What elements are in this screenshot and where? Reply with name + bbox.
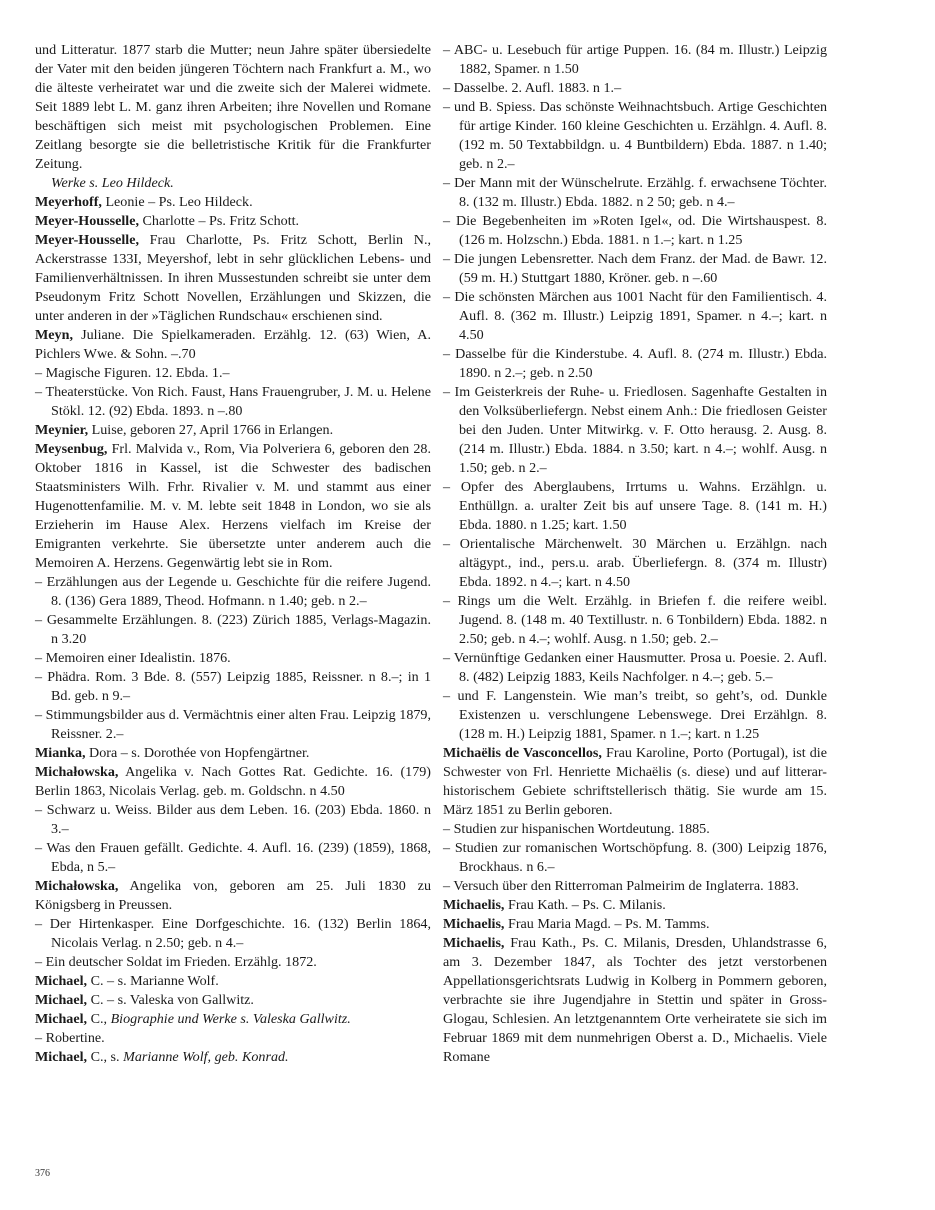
work-item: – Die Begebenheiten im »Roten Igel«, od. Die Wirtshauspest. 8. (126 m. Holzschn.) Ebda. 1881. n 1.–; kart. n 1.25 <box>443 213 827 248</box>
work-item: – Vernünftige Gedanken einer Hausmutter. Prosa u. Poesie. 2. Aufl. 8. (482) Leipzig 1883, Keils Nachfolger. n 4.–; geb. 5.– <box>443 650 827 685</box>
work-item: – Die jungen Lebensretter. Nach dem Franz. der Mad. de Bawr. 12. (59 m. H.) Stuttgart 1880, Kröner. geb. n –.60 <box>443 251 827 286</box>
work-item: – Im Geisterkreis der Ruhe- u. Friedlosen. Sagenhafte Gestalten in den Volksüberliefergn. Nebst einem Anh.: Die friedlosen Geister bei den Juden. Unter Mitwirkg. v. F. Otto herausg. 2. Ausg. 8. (214 m. Illustr.) Ebda. 1884. n 3.50; kart. n 4.–; wohlf. Ausg. n 1.50; geb. n 2.– <box>443 384 827 476</box>
work-item: – Schwarz u. Weiss. Bilder aus dem Leben. 16. (203) Ebda. 1860. n 3.– <box>35 802 431 837</box>
werke-reference: Werke s. Leo Hildeck. <box>51 175 174 191</box>
entry-meynier: Meynier, Luise, geboren 27, April 1766 in Erlangen. <box>35 422 334 438</box>
work-item: – und B. Spiess. Das schönste Weihnachtsbuch. Artige Geschichten für artige Kinder. 160 kleine Geschichten u. Erzählgn. 4. Aufl. 8. (192 m. 50 Textabbildgn. u. 4 Buntbildern) Ebda. 1887. n 1.40; geb. n 2.– <box>443 99 827 172</box>
entry-meyerhoff: Meyerhoff, Leonie – Ps. Leo Hildeck. <box>35 194 253 210</box>
right-column <box>443 41 827 1067</box>
work-item: – Theaterstücke. Von Rich. Faust, Hans Frauengruber, J. M. u. Helene Stökl. 12. (92) Ebda. 1893. n –.80 <box>35 384 431 419</box>
page-number: 376 <box>35 1168 50 1179</box>
entry-michalowska-1: Michałowska, Angelika v. Nach Gottes Rat. Gedichte. 16. (179) Berlin 1863, Nicolais Verlag. geb. m. Goldschn. n 4.50 <box>35 764 431 799</box>
work-item: – Versuch über den Ritterroman Palmeirim de Inglaterra. 1883. <box>443 878 799 894</box>
entry-michael-1: Michael, C. – s. Marianne Wolf. <box>35 973 219 989</box>
entry-meyer-housselle-ps: Meyer-Housselle, Charlotte – Ps. Fritz Schott. <box>35 213 300 229</box>
work-item: – Dasselbe für die Kinderstube. 4. Aufl. 8. (274 m. Illustr.) Ebda. 1890. n 2.–; geb. n 2.50 <box>443 346 827 381</box>
work-item: – und F. Langenstein. Wie man’s treibt, so geht’s, od. Dunkle Existenzen u. verschlungene Lebenswege. Drei Erzählgn. 8. (128 m. H.) Leipzig 1881, Spamer. n 1.–; kart. n 1.25 <box>443 688 827 742</box>
work-item: – Was den Frauen gefällt. Gedichte. 4. Aufl. 16. (239) (1859), 1868, Ebda, n 5.– <box>35 840 431 875</box>
work-item: – Studien zur hispanischen Wortdeutung. 1885. <box>443 821 710 837</box>
work-item: – ABC- u. Lesebuch für artige Puppen. 16. (84 m. Illustr.) Leipzig 1882, Spamer. n 1.50 <box>443 42 827 77</box>
work-item: – Memoiren einer Idealistin. 1876. <box>35 650 231 666</box>
entry-meyer-housselle: Meyer-Housselle, Frau Charlotte, Ps. Fritz Schott, Berlin N., Ackerstrasse 133I, Meyershof, lebt in sehr glücklichen Lebens- und Familienverhältnissen. In ihren Mussestunden schreibt sie unter dem Pseudonym Fritz Schott Novellen, Erzählungen und Skizzen, die unter anderen in der »Täglichen Rundschau« erschienen sind. <box>35 232 431 324</box>
work-item: – Magische Figuren. 12. Ebda. 1.– <box>35 365 230 381</box>
work-item: – Die schönsten Märchen aus 1001 Nacht für den Familientisch. 4. Aufl. 8. (362 m. Illustr.) Leipzig 1891, Spamer. n 4.–; kart. n 4.50 <box>443 289 827 343</box>
entry-meysenbug: Meysenbug, Frl. Malvida v., Rom, Via Polveriera 6, geboren den 28. Oktober 1816 in Kassel, ist die Schwester des badischen Staatsministers Wilh. Frhr. Rivalier v. M. und stammt aus einer Hugenottenfamilie. M. v. M. lebte seit 1848 in London, wo sie als Erzieherin im Hause Alex. Herzens vielfach im Kreise der Emigranten verkehrte. Sie übersetzte unter anderem auch die Memoiren A. Herzens. Gegenwärtig lebt sie in Rom. <box>35 441 431 571</box>
entry-michaelis-3: Michaelis, Frau Kath., Ps. C. Milanis, Dresden, Uhlandstrasse 6, am 3. Dezember 1847, als Tochter des jetzt verstorbenen Appellationsgerichtsrats Ludwig in Kolberg in Pommern geboren, verbrachte sie ihre Jugendjahre in Stettin und später in Gross-Glogau, Schlesien. An letztgenanntem Orte verheiratete sie sich im Februar 1869 mit dem nunmehrigen Oberst a. D., Michaelis. Viele Romane <box>443 935 827 1065</box>
work-item: – Robertine. <box>35 1030 105 1046</box>
entry-michael-2: Michael, C. – s. Valeska von Gallwitz. <box>35 992 254 1008</box>
entry-michael-3: Michael, C., Biographie und Werke s. Valeska Gallwitz. <box>35 1011 351 1027</box>
work-item: – Gesammelte Erzählungen. 8. (223) Zürich 1885, Verlags-Magazin. n 3.20 <box>35 612 431 647</box>
work-item: – Stimmungsbilder aus d. Vermächtnis einer alten Frau. Leipzig 1879, Reissner. 2.– <box>35 707 431 742</box>
entry-michaelis-de-vasconcellos: Michaëlis de Vasconcellos, Frau Karoline, Porto (Portugal), ist die Schwester von Frl. Henriette Michaëlis (s. diese) und auf litterar-historischem Gebiete schriftstellerisch thätig. Sie wurde am 15. März 1851 zu Berlin geboren. <box>443 745 827 818</box>
entry-michaelis-2: Michaelis, Frau Maria Magd. – Ps. M. Tamms. <box>443 916 710 932</box>
work-item: – Phädra. Rom. 3 Bde. 8. (557) Leipzig 1885, Reissner. n 8.–; in 1 Bd. geb. n 9.– <box>35 669 431 704</box>
work-item: – Erzählungen aus der Legende u. Geschichte für die reifere Jugend. 8. (136) Gera 1889, Theod. Hofmann. n 1.40; geb. n 2.– <box>35 574 431 609</box>
entry-michalowska-2: Michałowska, Angelika von, geboren am 25. Juli 1830 zu Königsberg in Preussen. <box>35 878 431 913</box>
work-item: – Studien zur romanischen Wortschöpfung. 8. (300) Leipzig 1876, Brockhaus. n 6.– <box>443 840 827 875</box>
work-item: – Der Mann mit der Wünschelrute. Erzählg. f. erwachsene Töchter. 8. (132 m. Illustr.) Ebda. 1882. n 2 50; geb. n 4.– <box>443 175 827 210</box>
work-item: – Rings um die Welt. Erzählg. in Briefen f. die reifere weibl. Jugend. 8. (148 m. 40 Textillustr. n. 6 Tonbildern) Ebda. 1882. n 2.50; geb. n 4.–; wohlf. Ausg. n 1.50; geb. 2.– <box>443 593 827 647</box>
entry-meyn: Meyn, Juliane. Die Spielkameraden. Erzählg. 12. (63) Wien, A. Pichlers Wwe. & Sohn. –.70 <box>35 327 431 362</box>
entry-michael-4: Michael, C., s. Marianne Wolf, geb. Konrad. <box>35 1049 289 1065</box>
work-item: – Der Hirtenkasper. Eine Dorfgeschichte. 16. (132) Berlin 1864, Nicolais Verlag. n 2.50; geb. n 4.– <box>35 916 431 951</box>
work-item: – Ein deutscher Soldat im Frieden. Erzählg. 1872. <box>35 954 317 970</box>
work-item: – Dasselbe. 2. Aufl. 1883. n 1.– <box>443 80 622 96</box>
left-column <box>35 41 431 1067</box>
work-item: – Opfer des Aberglaubens, Irrtums u. Wahns. Erzählgn. u. Enthüllgn. a. uralter Zeit bis auf unsere Tage. 8. (141 m. H.) Ebda. 1880. n 1.25; kart. 1.50 <box>443 479 827 533</box>
work-item: – Orientalische Märchenwelt. 30 Märchen u. Erzählgn. nach altägypt., ind., pers.u. arab. Überliefergn. 8. (374 m. Illustr) Ebda. 1892. n 4.–; kart. n 4.50 <box>443 536 827 590</box>
entry-michaelis-1: Michaelis, Frau Kath. – Ps. C. Milanis. <box>443 897 666 913</box>
intro-paragraph: und Litteratur. 1877 starb die Mutter; neun Jahre später übersiedelte der Vater mit den beiden jüngeren Töchtern nach Frankfurt a. M., wo die älteste verheiratet war und die zweite sich der Malerei widmete. Seit 1889 lebt L. M. ganz ihren Arbeiten; ihre Novellen und Romane beschäftigen sich meist mit psychologischen Problemen. Eine Zeitlang besorgte sie die belletristische Kritik für die Frankfurter Zeitung. <box>35 42 431 172</box>
entry-mianka: Mianka, Dora – s. Dorothée von Hopfengärtner. <box>35 745 310 761</box>
